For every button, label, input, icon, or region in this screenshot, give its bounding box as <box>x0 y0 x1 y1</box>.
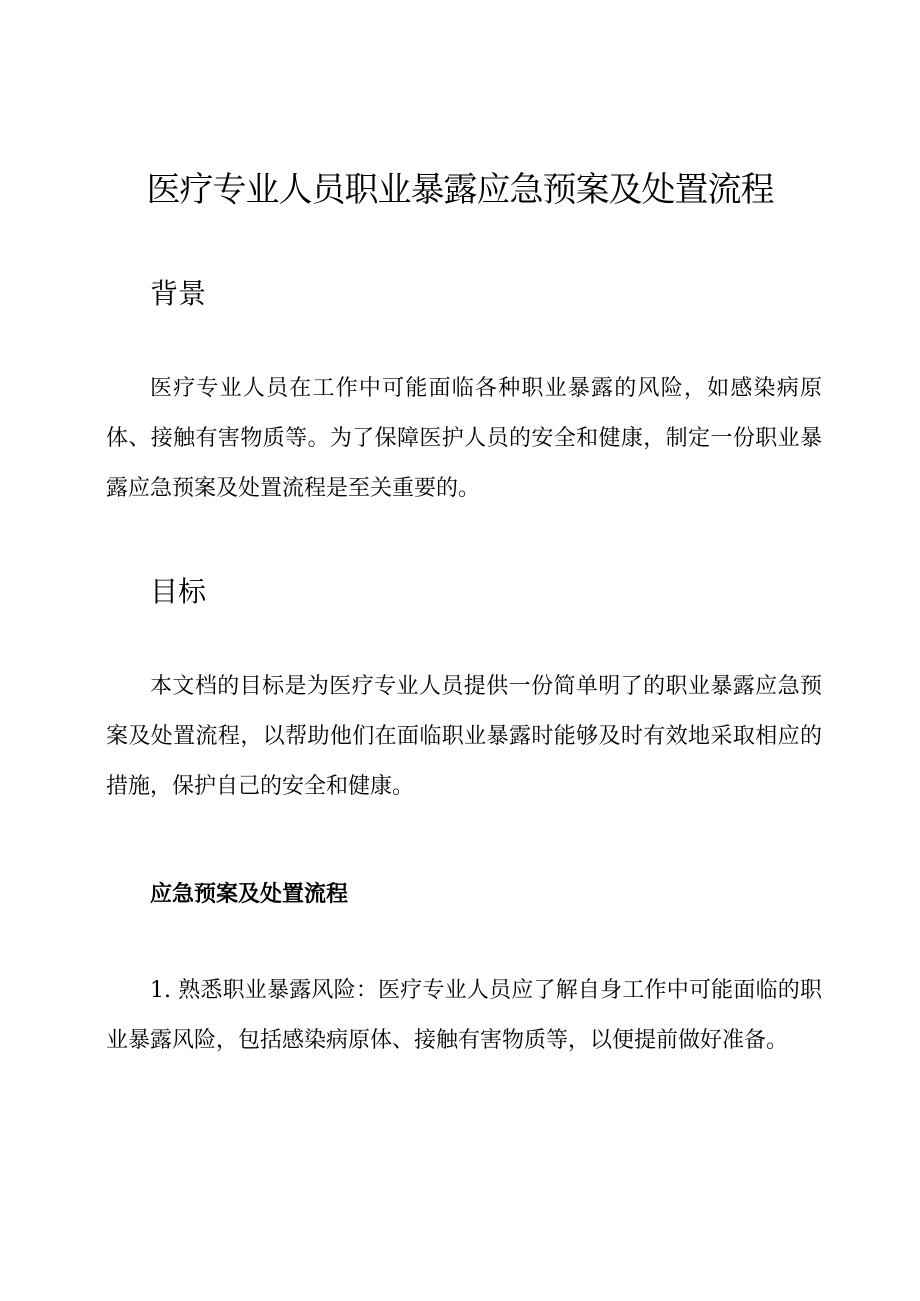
procedure-item-1: 1. 熟悉职业暴露风险：医疗专业人员应了解自身工作中可能面临的职业暴露风险，包括感染病原体、接触有害物质等，以便提前做好准备。 <box>106 978 822 1053</box>
procedure-heading: 应急预案及处置流程 <box>150 881 349 907</box>
document-title: 医疗专业人员职业暴露应急预案及处置流程 <box>146 170 774 210</box>
section-paragraph-background: 医疗专业人员在工作中可能面临各种职业暴露的风险，如感染病原体、接触有害物质等。为了保障医护人员的安全和健康，制定一份职业暴露应急预案及处置流程是至关重要的。 <box>106 376 822 501</box>
section-heading-background: 背景 <box>150 277 207 310</box>
section-heading-goal: 目标 <box>150 575 207 608</box>
section-paragraph-goal: 本文档的目标是为医疗专业人员提供一份简单明了的职业暴露应急预案及处置流程，以帮助他们在面临职业暴露时能够及时有效地采取相应的措施，保护自己的安全和健康。 <box>106 674 822 799</box>
